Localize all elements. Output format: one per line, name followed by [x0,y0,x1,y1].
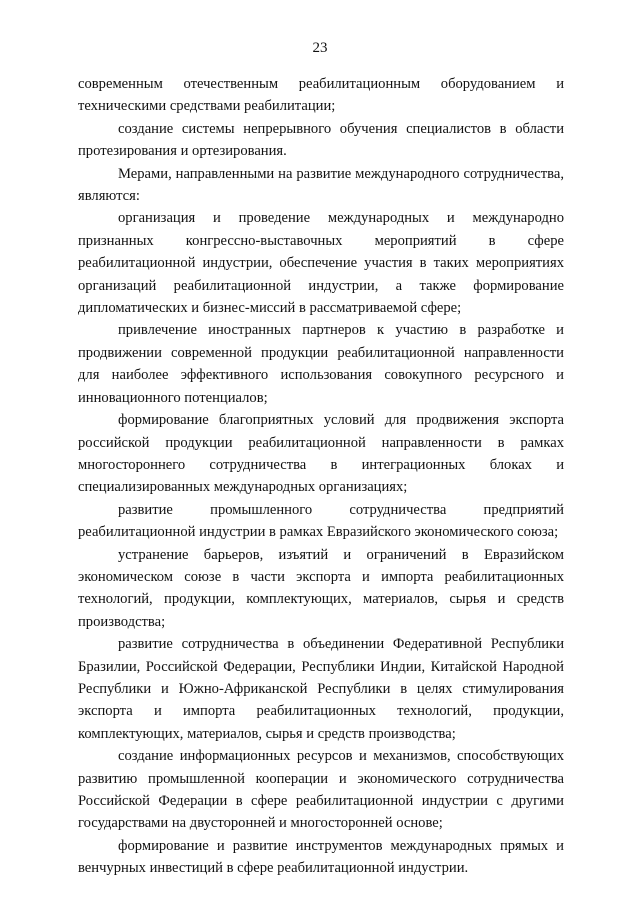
paragraph-continuous-training: создание системы непрерывного обучения специалистов в области протезирования и ортезирования. [78,120,564,160]
document-body [78,73,564,880]
paragraph-export-promotion: формирование благоприятных условий для продвижения экспорта российской продукции реабилитационной направленности в рамках многостороннего сотрудничества в интеграционных блоках и специализированных международных организациях; [78,412,564,496]
paragraph-eaeu-cooperation: развитие промышленного сотрудничества предприятий реабилитационной индустрии в рамках Евразийского экономического союза; [78,501,564,541]
paragraph-brics-cooperation: развитие сотрудничества в объединении Федеративной Республики Бразилии, Российской Федерации, Республики Индии, Китайской Народной Республики и Южно-Африканской Республики в целях стимулирования экспорта и импорта реабилитационных технологий, продукции, комплектующих, материалов, сырья и средств производства; [78,636,564,742]
paragraph-foreign-partners: привлечение иностранных партнеров к участию в разработке и продвижении современной продукции реабилитационной направленности для наиболее эффективного использования совокупного ресурсного и инновационного потенциалов; [78,322,564,406]
paragraph-international-measures-intro: Мерами, направленными на развитие международного сотрудничества, являются: [78,165,564,205]
paragraph-barrier-removal: устранение барьеров, изъятий и ограничений в Евразийском экономическом союзе в части экспорта и импорта реабилитационных технологий, продукции, комплектующих, материалов, сырья и средств производства; [78,546,564,630]
paragraph-information-resources: создание информационных ресурсов и механизмов, способствующих развитию промышленной кооперации и экономического сотрудничества Российской Федерации в сфере реабилитационной индустрии с другими государствами на двусторонней и многосторонней основе; [78,748,564,832]
paragraph-equipment-continuation: современным отечественным реабилитационным оборудованием и техническими средствами реабилитации; [78,76,564,115]
page-number: 23 [312,40,328,56]
paragraph-investment-instruments: формирование и развитие инструментов международных прямых и венчурных инвестиций в сфере реабилитационной индустрии. [78,837,564,877]
paragraph-exhibition-events: организация и проведение международных и международно признанных конгрессно-выставочных мероприятий в сфере реабилитационной индустрии, обеспечение участия в таких мероприятиях организаций реабилитационной индустрии, а также формирование дипломатических и бизнес-миссий в рассматриваемой сфере; [78,210,564,317]
